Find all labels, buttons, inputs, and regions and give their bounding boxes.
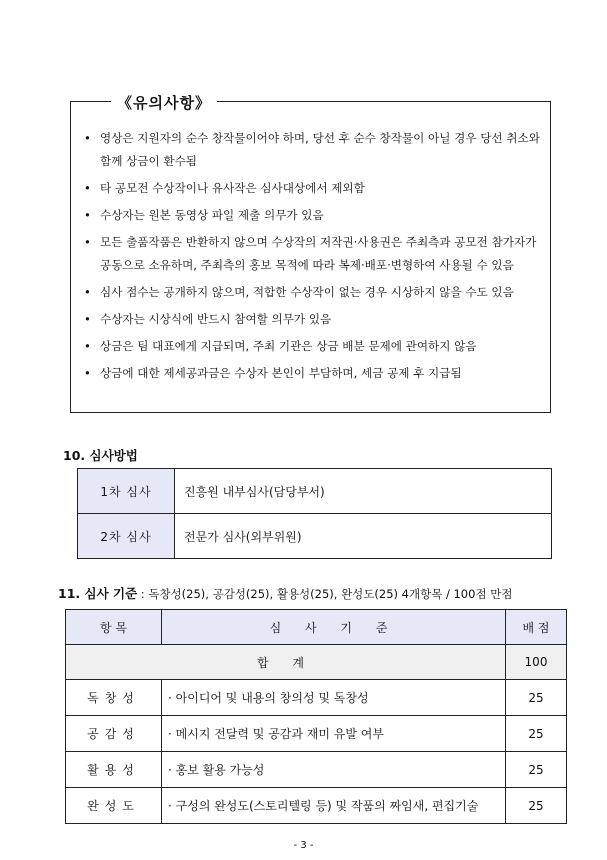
bullet-icon: • (84, 339, 91, 353)
bullet-icon: • (84, 285, 91, 299)
notice-item (84, 281, 542, 304)
notice-title: 《유의사항》 (111, 92, 217, 113)
notice-item-text: 모든 출품작품은 반환하지 않으며 수상작의 저작권·사용권은 주최측과 공모전 참가자가 공동으로 소유하며, 주최측의 홍보 목적에 따라 복제·배포·변형하여 사용될 수 있음 (100, 235, 537, 272)
notice-item (84, 335, 542, 358)
review-criteria-table (65, 609, 567, 824)
review-method-table (77, 468, 552, 559)
bullet-icon: • (84, 235, 91, 249)
notice-item (84, 308, 542, 331)
criteria-score: 25 (506, 716, 567, 752)
criteria-desc: · 아이디어 및 내용의 창의성 및 독창성 (162, 680, 506, 716)
bullet-icon: • (84, 181, 91, 195)
notice-list (84, 127, 542, 385)
table-row (66, 680, 567, 716)
criteria-item: 활용성 (66, 752, 162, 788)
table-header-row (66, 610, 567, 645)
section-11-title: 11. 심사 기준 (58, 586, 138, 601)
notice-item-text: 상금은 팀 대표에게 지급되며, 주최 기관은 상금 배분 문제에 관여하지 않음 (100, 339, 477, 353)
notice-item-text: 수상자는 시상식에 반드시 참여할 의무가 있음 (100, 312, 332, 326)
bullet-icon: • (84, 208, 91, 222)
notice-item (84, 177, 542, 200)
notice-item-text: 영상은 지원자의 순수 창작물이어야 하며, 당선 후 순수 창작물이 아닐 경우 당선 취소와 함께 상금이 환수됨 (100, 131, 540, 168)
criteria-score: 25 (506, 788, 567, 824)
total-score: 100 (506, 645, 567, 680)
notice-item (84, 231, 542, 277)
notice-item (84, 362, 542, 385)
header-score: 배 점 (506, 610, 567, 645)
criteria-desc: · 구성의 완성도(스토리텔링 등) 및 작품의 짜임새, 편집기술 (162, 788, 506, 824)
bullet-icon: • (84, 131, 91, 145)
notice-item-text: 수상자는 원본 동영상 파일 제출 의무가 있음 (100, 208, 324, 222)
table-row (66, 752, 567, 788)
criteria-desc: · 홍보 활용 가능성 (162, 752, 506, 788)
header-item: 항 목 (66, 610, 162, 645)
table-row (66, 788, 567, 824)
criteria-score: 25 (506, 680, 567, 716)
section-11-heading (58, 584, 512, 602)
table-row (78, 514, 552, 559)
total-row (66, 645, 567, 680)
total-label: 합 계 (66, 645, 506, 680)
bullet-icon: • (84, 312, 91, 326)
table-row (78, 469, 552, 514)
criteria-score: 25 (506, 752, 567, 788)
criteria-desc: · 메시지 전달력 및 공감과 재미 유발 여부 (162, 716, 506, 752)
table-row (66, 716, 567, 752)
notice-item-text: 타 공모전 수상작이나 유사작은 심사대상에서 제외함 (100, 181, 365, 195)
method-desc: 진흥원 내부심사(담당부서) (175, 469, 552, 514)
method-label: 1차 심사 (78, 469, 175, 514)
method-desc: 전문가 심사(외부위원) (175, 514, 552, 559)
notice-item-text: 심사 점수는 공개하지 않으며, 적합한 수상작이 없는 경우 시상하지 않을 수도 있음 (100, 285, 514, 299)
bullet-icon: • (84, 366, 91, 380)
method-label: 2차 심사 (78, 514, 175, 559)
section-10-heading: 10. 심사방법 (63, 448, 138, 463)
notice-item (84, 127, 542, 173)
section-11-subtitle: : 독창성(25), 공감성(25), 활용성(25), 완성도(25) 4개항목 / 100점 만점 (137, 587, 513, 601)
criteria-item: 독창성 (66, 680, 162, 716)
criteria-item: 공감성 (66, 716, 162, 752)
header-criteria: 심 사 기 준 (162, 610, 506, 645)
notice-item-text: 상금에 대한 제세공과금은 수상자 본인이 부담하며, 세금 공제 후 지급됨 (100, 366, 462, 380)
notice-item (84, 204, 542, 227)
page-number: - 3 - (293, 840, 314, 851)
criteria-item: 완성도 (66, 788, 162, 824)
